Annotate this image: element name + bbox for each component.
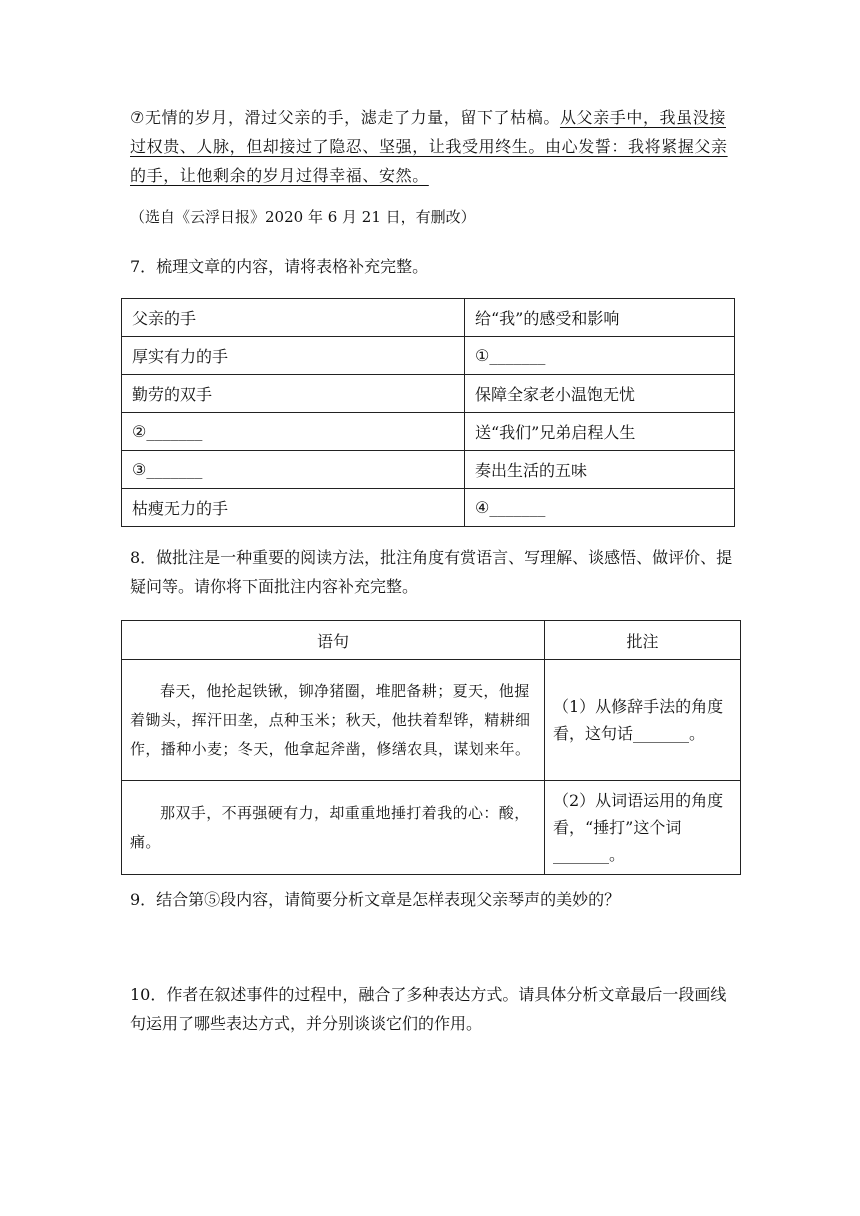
table-cell: 奏出生活的五味 [465, 451, 735, 489]
question-9: 9．结合第⑤段内容，请简要分析文章是怎样表现父亲琴声的美妙的？ [130, 890, 621, 909]
table-header-cell: 批注 [545, 621, 741, 660]
question-8-table [121, 620, 741, 875]
table-cell-blank[interactable]: ①_______ [465, 337, 735, 375]
table-row [122, 375, 735, 413]
table-header-row [122, 299, 735, 337]
table-header-cell: 给“我”的感受和影响 [465, 299, 735, 337]
table-header-cell: 语句 [122, 621, 545, 660]
table-header-cell: 父亲的手 [122, 299, 465, 337]
sentence-cell: 那双手，不再强硬有力，却重重地捶打着我的心：酸，痛。 [122, 781, 545, 875]
sentence-cell: 春天，他抡起铁锹，铆净猪圈，堆肥备耕；夏天，他握着锄头，挥汗田垄，点种玉米；秋天，他扶着犁铧，精耕细作，播种小麦；冬天，他拿起斧凿，修缮农具，谋划来年。 [122, 660, 545, 781]
table-row [122, 781, 741, 875]
table-cell-blank[interactable]: ④_______ [465, 489, 735, 527]
table-row [122, 660, 741, 781]
table-cell: 保障全家老小温饱无忧 [465, 375, 735, 413]
table-cell: 送“我们”兄弟启程人生 [465, 413, 735, 451]
table-header-row [122, 621, 741, 660]
paragraph-7 [130, 103, 732, 190]
annotation-cell[interactable]: （2）从词语运用的角度看，“捶打”这个词_______。 [545, 781, 741, 875]
table-cell-blank[interactable]: ③_______ [122, 451, 465, 489]
annotation-cell[interactable]: （1）从修辞手法的角度看，这句话_______。 [545, 660, 741, 781]
paragraph-7-plain: ⑦无情的岁月，滑过父亲的手，滤走了力量，留下了枯槁。 [130, 108, 560, 127]
question-7: 7．梳理文章的内容，请将表格补充完整。 [130, 257, 429, 276]
table-cell: 勤劳的双手 [122, 375, 465, 413]
question-7-table [121, 298, 735, 527]
question-8: 8．做批注是一种重要的阅读方法，批注角度有赏语言、写理解、谈感悟、做评价、提疑问等。请你将下面批注内容补充完整。 [130, 548, 733, 596]
source-citation: （选自《云浮日报》2020 年 6 月 21 日，有删改） [130, 208, 476, 226]
table-row [122, 337, 735, 375]
paragraph-7-underlined: 从父亲手中，我虽没接过权贵、人脉，但却接过了隐忍、坚强，让我受用终生。由心发誓：我将紧握父亲的手，让他剩余的岁月过得幸福、安然。 [130, 108, 728, 185]
table-row [122, 451, 735, 489]
question-10: 10．作者在叙述事件的过程中，融合了多种表达方式。请具体分析文章最后一段画线句运用了哪些表达方式，并分别谈谈它们的作用。 [130, 985, 727, 1033]
table-cell: 枯瘦无力的手 [122, 489, 465, 527]
table-row [122, 413, 735, 451]
table-cell-blank[interactable]: ②_______ [122, 413, 465, 451]
table-row [122, 489, 735, 527]
table-cell: 厚实有力的手 [122, 337, 465, 375]
